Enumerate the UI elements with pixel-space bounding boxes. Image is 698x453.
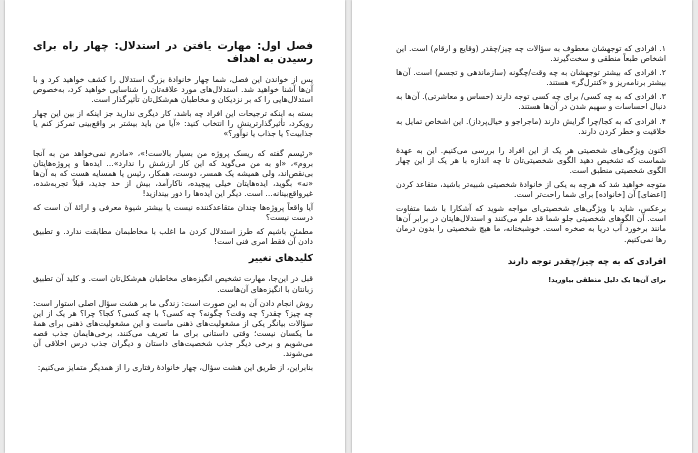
intro-paragraph: «رئیسم گفته که ریسک پروژه من بسیار بالاست!»، «مادرم نمی‌خواهد من به آنجا بروم»، «او به من می‌گوید که این کار ارزشش را ندارد»... ایده‌ها و پروژه‌هایتان بی‌نقص‌اند، ولی همیشه یک همسر، دوست، همکار، رئیس یا همسایه هست که به آن‌ها «نه» بگوید، ایده‌هایتان خیلی پیچیده، ناکارآمد، بیش از حد جدید، قبلاً تجربه‌شده، غیرواقع‌بینانه... است. دیگر این ایده‌ها را دور بیندازید! — [33, 148, 313, 198]
list-item: ۲. افرادی که بیشتر توجهشان به چه وقت/چگونه (سازماندهی و تجسم) است. آن‌ها بیشتر برنامه‌ریز و «کنترل‌گر» هستند. — [396, 68, 666, 88]
chapter-title: فصل اول: مهارت یافتن در استدلال: چهار راه برای رسیدن به اهداف — [33, 40, 313, 65]
body-paragraph: برعکس، شاید با ویژگی‌های شخصیتی‌ای مواجه شوید که آشکارا با شما متفاوت است. آن الگوهای شخصیتی جلو شما قد علم می‌کنند و استدلال‌هایتان در برابر آن‌ها مانند برخورد آب دریا به صخره است. خوشبختانه، ما هیچ شخصیتی را بدون درمان رها نمی‌کنیم. — [396, 204, 666, 244]
left-page — [5, 0, 345, 453]
list-item: ۱. افرادی که توجهشان معطوف به سؤالات چه چیز/چقدر (وقایع و ارقام) است. این اشخاص طبعاً منطقی و سخت‌گیرند. — [396, 44, 666, 64]
section-paragraph: بنابراین، از طریق این هشت سؤال، چهار خانوادهٔ رفتاری را از همدیگر متمایز می‌کنیم: — [37, 363, 313, 373]
list-item: ۳. افرادی که به چه کسی/ برای چه کسی توجه دارند (حساس و معاشرتی). آن‌ها به دنبال احساسات و سهیم شدن در آن‌ها هستند. — [396, 92, 666, 112]
intro-paragraph: آیا واقعاً پروژه‌ها چندان متقاعدکننده نیست یا بیشتر شیوهٔ معرفی و ارائهٔ آن است که درست نیست؟ — [33, 203, 313, 223]
section-paragraph: قبل در این‌جا، مهارت تشخیص انگیزه‌های مخاطبان هم‌شکل‌تان است. و کلید آن تطبیق زبانتان با انگیزه‌های آن‌هاست. — [33, 274, 313, 294]
body-paragraph: اکنون ویژگی‌های شخصیتی هر یک از این افراد را بررسی می‌کنیم. این به عهدهٔ شماست که تشخیص دهید الگوی شخصیتی‌تان تا چه اندازه با هر یک از این چهار الگوی شخصیتی منطبق است. — [396, 145, 666, 175]
intro-paragraph: پس از خواندن این فصل، شما چهار خانوادهٔ بزرگ استدلال را کشف خواهید کرد و با آن‌ها آشنا خواهید شد. استدلال‌های مورد علاقه‌تان را شناسایی خواهید کرد، به‌خصوص استدلال‌هایی را که بر نزدیکان و مخاطبان هم‌شکل‌تان تأثیرگذار است. — [33, 75, 313, 105]
section-paragraph: روش انجام دادن آن به این صورت است: زندگی ما بر هشت سؤال اصلی استوار است: چه چیز؟ چقدر؟ چه وقت؟ چگونه؟ چه کسی؟ با چه کسی؟ کجا؟ چرا؟ هر یک از این سؤالات بیانگر یکی از مشغولیت‌های ذهنی ماست و این مشغولیت‌های ذهنی برای همهٔ ما یکسان نیست؛ وقتی داستانی برای ما تعریف می‌کنند، برخی‌هایمان جذب قصه می‌شویم و برخی دیگر جذب شخصیت‌های داستان و دیگران جذب درس اخلاقی آن می‌شوند. — [33, 298, 313, 359]
right-page — [352, 0, 692, 453]
section-title: کلیدهای تغییر — [248, 253, 313, 265]
list-item: ۴. افرادی که به کجا/چرا گرایش دارند (ماجراجو و خیال‌پرداز). این اشخاص تمایل به خلاقیت و خطر کردن دارند. — [396, 116, 666, 136]
body-paragraph: متوجه خواهید شد که هرچه به یکی از خانوادهٔ شخصیتی شبیه‌تر باشید، متقاعد کردن [اعضای] آن [خانواده] برای شما راحت‌تر است. — [396, 180, 666, 200]
intro-paragraph: بسته به اینکه ترجیحات این افراد چه باشد، کار دیگری ندارید جز اینکه از بین این چهار رویکرد، تأثیرگذارترینش را انتخاب کنید: «آیا من باید بیشتر بر واقع‌بینی تمرکز کنم یا جذابیت؟ یا جذاب یا نوآور؟» — [33, 109, 313, 139]
intro-paragraph: مطمئن باشیم که طرز استدلال کردن ما اغلب با مخاطبمان مطابقت ندارد. و تطبیق دادن آن فقط امری فنی است! — [33, 227, 313, 247]
section-heading: افرادی که به چه چیز/چقدر توجه دارند — [507, 256, 666, 267]
section-subheading: برای آن‌ها یک دلیل منطقی بیاورید! — [548, 275, 666, 284]
